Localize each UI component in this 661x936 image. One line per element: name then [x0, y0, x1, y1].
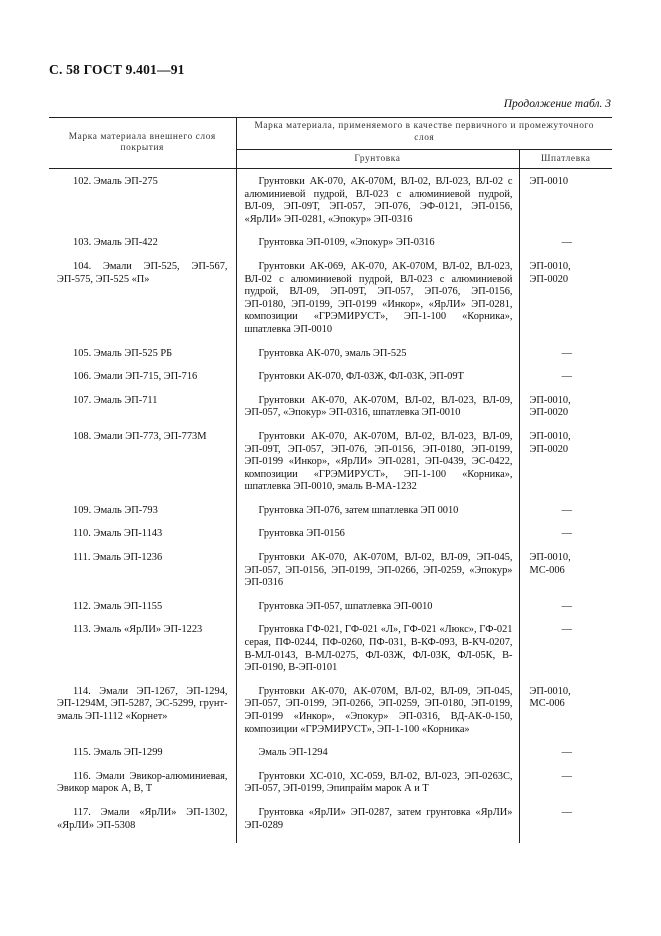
- putty-text: —: [561, 770, 572, 782]
- table-row: [49, 601, 612, 625]
- outer-layer-cell: [49, 747, 236, 771]
- header-primer: Грунтовка: [236, 150, 519, 169]
- primer-text: Грунтовка ЭП-0156: [258, 528, 345, 540]
- putty-cell: [519, 176, 612, 237]
- primer-text: Грунтовка «ЯрЛИ» ЭП-0287, затем грунтовка «ЯрЛИ» ЭП-0289: [244, 806, 513, 831]
- primer-cell: [236, 686, 519, 747]
- outer-layer-text: 108. Эмали ЭП-773, ЭП-773М: [73, 430, 207, 442]
- table-row: [49, 686, 612, 747]
- outer-layer-cell: [49, 686, 236, 747]
- table-row: [49, 395, 612, 431]
- putty-text: ЭП-0010, ЭП-0020: [529, 430, 571, 455]
- outer-layer-text: 102. Эмаль ЭП-275: [73, 176, 158, 187]
- putty-text: —: [561, 528, 572, 540]
- table-row: [49, 261, 612, 348]
- primer-cell: [236, 348, 519, 372]
- putty-text: ЭП-0010, МС-006: [529, 552, 571, 576]
- putty-text: —: [561, 371, 572, 383]
- page-header: С. 58 ГОСТ 9.401—91: [49, 62, 185, 77]
- putty-cell: [519, 686, 612, 747]
- putty-text: —: [561, 504, 572, 516]
- primer-cell: [236, 237, 519, 261]
- primer-text: Грунтовка ЭП-057, шпатлевка ЭП-0010: [258, 600, 433, 612]
- table-row: [49, 505, 612, 529]
- outer-layer-text: 112. Эмаль ЭП-1155: [73, 600, 163, 612]
- outer-layer-cell: [49, 348, 236, 372]
- outer-layer-cell: [49, 371, 236, 395]
- primer-text: Грунтовка ЭП-076, затем шпатлевка ЭП 0010: [258, 504, 459, 516]
- outer-layer-text: 109. Эмаль ЭП-793: [73, 504, 158, 516]
- primer-text: Грунтовки АК-070, АК-070М, ВЛ-02, ВЛ-023, ВЛ-02 с алюминиевой пудрой, ВЛ-023 с алюминиевой пудрой, ВЛ-09, ЭП-09Т, ЭП-057, ЭП-076, ЭФ-0121, ЭП-0156, «ЯрЛИ» ЭП-0281, «Эпокур» ЭП-0316: [244, 176, 513, 225]
- outer-layer-text: 105. Эмаль ЭП-525 РБ: [73, 347, 173, 359]
- putty-cell: [519, 747, 612, 771]
- table-row: [49, 747, 612, 771]
- putty-text: ЭП-0010, ЭП-0020: [529, 394, 571, 419]
- outer-layer-cell: [49, 807, 236, 843]
- outer-layer-text: 116. Эмали Эвикор-алюминиевая, Эвикор марок А, В, Т: [57, 770, 228, 795]
- outer-layer-text: 111. Эмаль ЭП-1236: [73, 552, 163, 564]
- primer-cell: [236, 431, 519, 505]
- putty-text: —: [561, 600, 572, 612]
- primer-cell: [236, 601, 519, 625]
- outer-layer-cell: [49, 601, 236, 625]
- header-outer-layer-text: Марка материала внешнего слоя покрытия: [68, 131, 216, 153]
- outer-layer-text: 107. Эмаль ЭП-711: [73, 394, 158, 406]
- table-row: [49, 237, 612, 261]
- header-inner-layer: [236, 118, 612, 150]
- outer-layer-text: 113. Эмаль «ЯрЛИ» ЭП-1223: [73, 624, 203, 636]
- outer-layer-text: 106. Эмали ЭП-715, ЭП-716: [73, 371, 198, 383]
- primer-cell: [236, 261, 519, 348]
- primer-cell: [236, 747, 519, 771]
- primer-cell: [236, 371, 519, 395]
- outer-layer-cell: [49, 624, 236, 685]
- putty-text: ЭП-0010, ЭП-0020: [529, 260, 571, 285]
- putty-cell: [519, 624, 612, 685]
- primer-text: Грунтовка ЭП-0109, «Эпокур» ЭП-0316: [258, 237, 435, 249]
- putty-text: —: [561, 806, 572, 818]
- outer-layer-text: 114. Эмали ЭП-1267, ЭП-1294, ЭП-1294М, ЭП-5287, ЭС-5299, грунт-эмаль ЭП-1112 «Корнет»: [57, 685, 228, 722]
- primer-cell: [236, 624, 519, 685]
- outer-layer-text: 117. Эмали «ЯрЛИ» ЭП-1302, «ЯрЛИ» ЭП-5308: [57, 806, 228, 831]
- primer-text: Грунтовки АК-070, ФЛ-03Ж, ФЛ-03К, ЭП-09Т: [258, 371, 464, 383]
- outer-layer-text: 110. Эмаль ЭП-1143: [73, 528, 163, 540]
- outer-layer-cell: [49, 552, 236, 601]
- header-putty: Шпатлевка: [519, 150, 612, 169]
- primer-text: Грунтовка АК-070, эмаль ЭП-525: [258, 347, 407, 359]
- primer-text: Грунтовки АК-069, АК-070, АК-070М, ВЛ-02, ВЛ-023, ВЛ-02 с алюминиевой пудрой, ВЛ-023 с алюминиевой пудрой, ВЛ-09, ЭП-09Т, ЭП-057, ЭП-076, ЭП-0156, ЭП-0180, ЭП-0199, ЭП-0199 «Инкор», «ЯрЛИ» ЭП-0281, композиции «ГРЭМИРУСТ», ЭП-1-100 «Корника», шпатлевка ЭП-0010: [244, 260, 513, 335]
- table-row: [49, 771, 612, 807]
- putty-cell: [519, 237, 612, 261]
- outer-layer-cell: [49, 261, 236, 348]
- putty-text: ЭП-0010: [529, 176, 569, 187]
- outer-layer-cell: [49, 528, 236, 552]
- table-row: [49, 431, 612, 505]
- table-row: [49, 176, 612, 237]
- table-row: [49, 552, 612, 601]
- putty-text: —: [561, 237, 572, 249]
- putty-text: —: [561, 347, 572, 359]
- table-row: [49, 528, 612, 552]
- table-row: [49, 624, 612, 685]
- primer-text: Грунтовки АК-070, АК-070М, ВЛ-02, ВЛ-023, ВЛ-09, ЭП-09Т, ЭП-057, ЭП-076, ЭП-0156, ЭП-0180, ЭП-0199, ЭП-0199 «Инкор», «ЯрЛИ» ЭП-0281, ЭП-0439, ЭС-0422, композиции «ГРЭМИРУСТ», ЭП-1-100 «Корника», шпатлевка ЭП-0010, эмаль В-МА-1232: [244, 430, 513, 493]
- outer-layer-cell: [49, 237, 236, 261]
- primer-cell: [236, 528, 519, 552]
- putty-cell: [519, 395, 612, 431]
- header-outer-layer: [49, 118, 236, 169]
- outer-layer-cell: [49, 395, 236, 431]
- outer-layer-cell: [49, 771, 236, 807]
- outer-layer-text: 103. Эмаль ЭП-422: [73, 237, 158, 249]
- putty-text: —: [561, 624, 572, 636]
- table-continuation-label: Продолжение табл. 3: [503, 98, 611, 110]
- outer-layer-text: 115. Эмаль ЭП-1299: [73, 747, 163, 759]
- table-row: [49, 807, 612, 843]
- outer-layer-text: 104. Эмали ЭП-525, ЭП-567, ЭП-575, ЭП-525 «П»: [57, 260, 228, 285]
- putty-text: ЭП-0010, МС-006: [529, 685, 571, 710]
- putty-cell: [519, 552, 612, 601]
- primer-cell: [236, 771, 519, 807]
- primer-text: Грунтовки АК-070, АК-070М, ВЛ-02, ВЛ-09, ЭП-045, ЭП-057, ЭП-0156, ЭП-0199, ЭП-0266, ЭП-0259, «Эпокур» ЭП-0316: [244, 552, 513, 589]
- primer-text: Эмаль ЭП-1294: [258, 747, 328, 759]
- primer-cell: [236, 176, 519, 237]
- outer-layer-cell: [49, 431, 236, 505]
- primer-cell: [236, 395, 519, 431]
- table-body: [49, 176, 612, 843]
- outer-layer-cell: [49, 176, 236, 237]
- primer-cell: [236, 552, 519, 601]
- primer-text: Грунтовки АК-070, АК-070М, ВЛ-02, ВЛ-023, ВЛ-09, ЭП-057, «Эпокур» ЭП-0316, шпатлевка ЭП-0010: [244, 394, 513, 419]
- putty-cell: [519, 601, 612, 625]
- putty-cell: [519, 261, 612, 348]
- primer-cell: [236, 505, 519, 529]
- table-row: [49, 348, 612, 372]
- putty-cell: [519, 431, 612, 505]
- primer-text: Грунтовки ХС-010, ХС-059, ВЛ-02, ВЛ-023, ЭП-0263С, ЭП-057, ЭП-0199, Эпипрайм марок А и Т: [244, 770, 513, 795]
- materials-table: [49, 117, 612, 843]
- header-inner-layer-text: Марка материала, применяемого в качестве первичного и промежуточного слоя: [254, 121, 595, 143]
- primer-cell: [236, 807, 519, 843]
- putty-cell: [519, 505, 612, 529]
- putty-text: —: [561, 747, 572, 759]
- primer-text: Грунтовки АК-070, АК-070М, ВЛ-02, ВЛ-09, ЭП-045, ЭП-057, ЭП-0199, ЭП-0266, ЭП-0259, ЭП-0180, ЭП-0199, ЭП-0199 «Инкор», «Эпокур» ЭП-0316, ВД-АК-0-150, композиции «ГРЭМИРУСТ», ЭП-1-100 «Корника»: [244, 685, 513, 735]
- putty-cell: [519, 528, 612, 552]
- outer-layer-cell: [49, 505, 236, 529]
- primer-text: Грунтовка ГФ-021, ГФ-021 «Л», ГФ-021 «Люкс», ГФ-021 серая, ПФ-0244, ПФ-0260, ПФ-031, В-КФ-093, В-КЧ-0207, В-МЛ-0143, В-МЛ-0275, ФЛ-03Ж, ФЛ-03К, ФЛ-05К, В-ЭП-0190, В-ЭП-0101: [244, 624, 513, 674]
- putty-cell: [519, 807, 612, 843]
- putty-cell: [519, 771, 612, 807]
- putty-cell: [519, 348, 612, 372]
- putty-cell: [519, 371, 612, 395]
- table-row: [49, 371, 612, 395]
